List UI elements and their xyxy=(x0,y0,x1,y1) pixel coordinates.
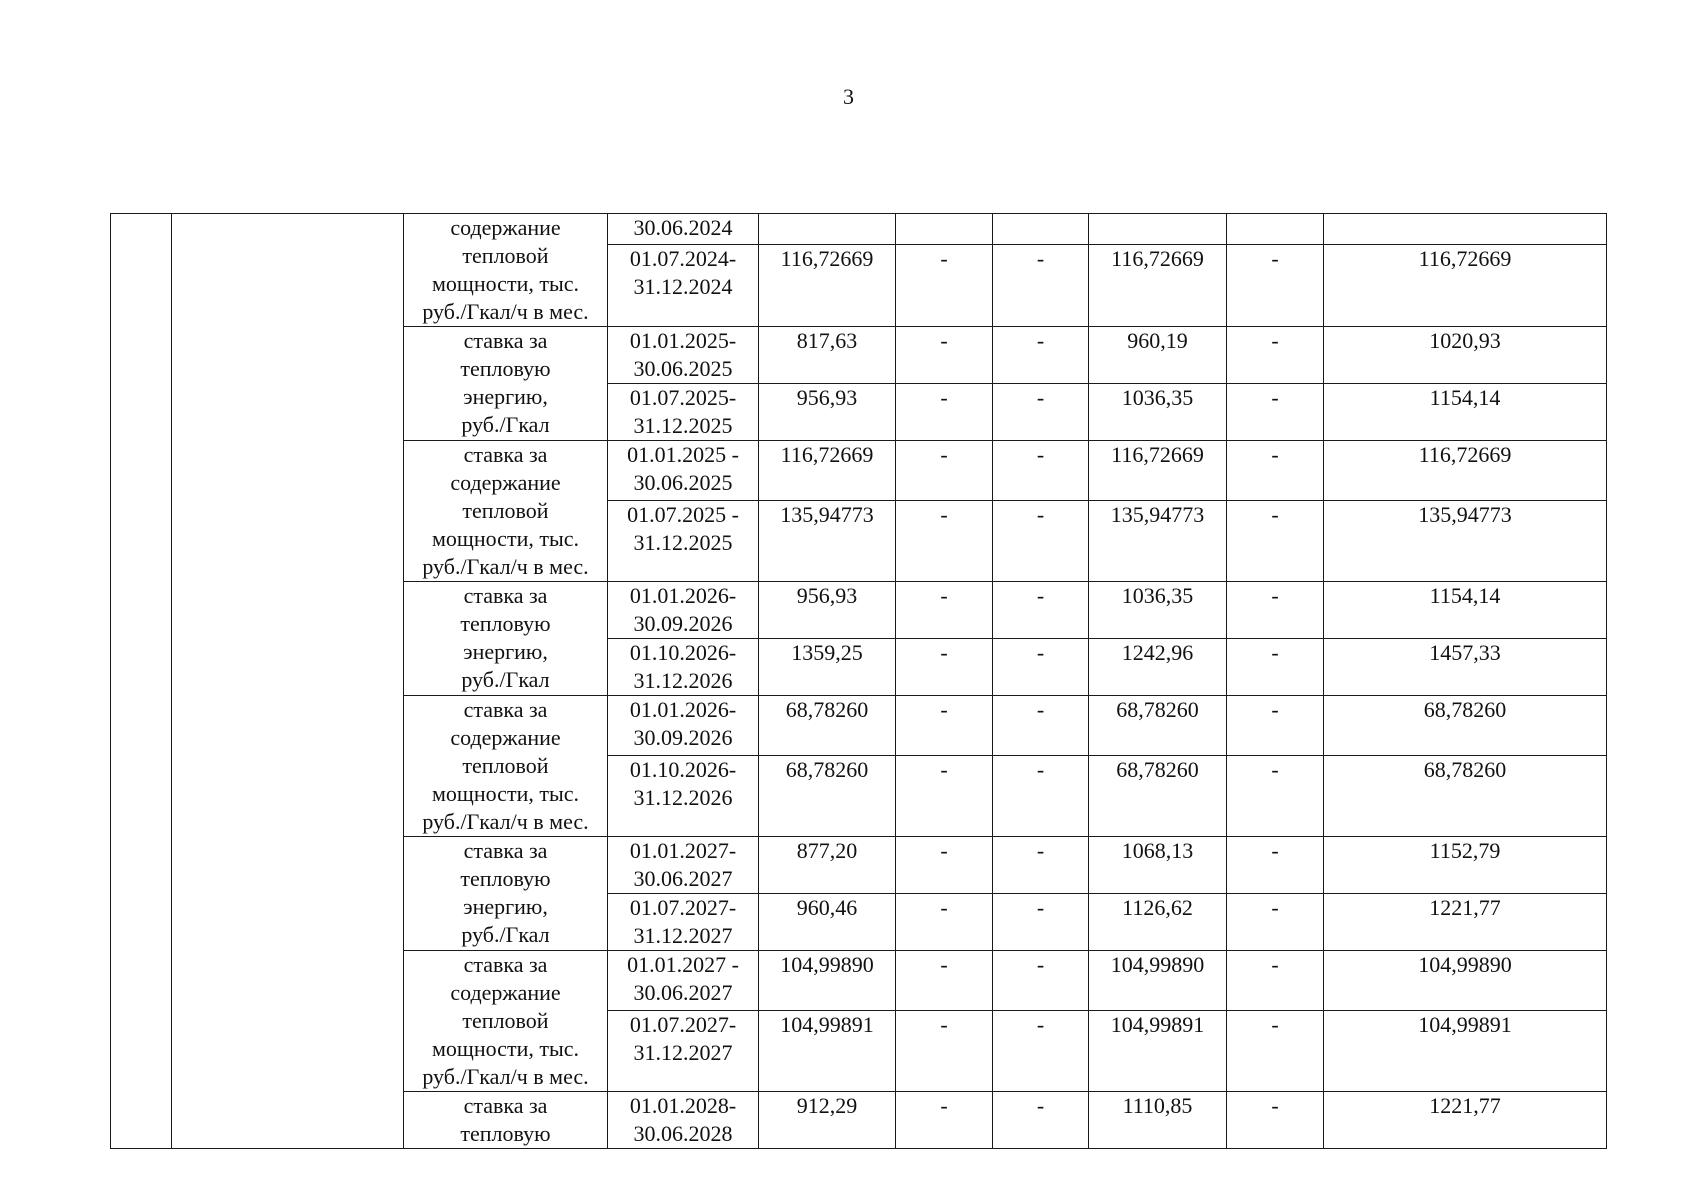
value-cell: - xyxy=(896,441,993,501)
value-cell: 1457,33 xyxy=(1324,639,1607,696)
value-cell: - xyxy=(993,639,1089,696)
value-cell: - xyxy=(993,244,1089,326)
value-cell: 116,72669 xyxy=(759,441,896,501)
value-cell: - xyxy=(896,639,993,696)
value-cell: - xyxy=(1227,500,1324,581)
value-cell: 68,78260 xyxy=(1324,696,1607,756)
value-cell: - xyxy=(1227,639,1324,696)
value-cell: 912,29 xyxy=(759,1092,896,1149)
value-cell: 104,99891 xyxy=(759,1010,896,1091)
value-cell: 104,99890 xyxy=(1324,951,1607,1011)
value-cell: 116,72669 xyxy=(1324,441,1607,501)
value-cell: 1020,93 xyxy=(1324,327,1607,384)
period-cell: 01.07.2025- 31.12.2025 xyxy=(608,384,759,441)
value-cell: 1152,79 xyxy=(1324,837,1607,894)
value-cell: 1221,77 xyxy=(1324,1092,1607,1149)
period-cell: 01.01.2028- 30.06.2028 xyxy=(608,1092,759,1149)
value-cell: 104,99890 xyxy=(759,951,896,1011)
parameter-cell: ставка за содержание тепловой мощности, тыс. руб./Гкал/ч в мес. xyxy=(404,441,608,582)
value-cell: - xyxy=(896,327,993,384)
value-cell: 104,99891 xyxy=(1089,1010,1227,1091)
parameter-cell: ставка за тепловую xyxy=(404,1092,608,1149)
value-cell: 817,63 xyxy=(759,327,896,384)
table-row xyxy=(111,214,1607,245)
value-cell: 877,20 xyxy=(759,837,896,894)
period-cell: 01.07.2027- 31.12.2027 xyxy=(608,894,759,951)
period-cell: 01.01.2025- 30.06.2025 xyxy=(608,327,759,384)
value-cell: - xyxy=(1227,441,1324,501)
value-cell xyxy=(1324,214,1607,245)
value-cell: 135,94773 xyxy=(1089,500,1227,581)
value-cell: 956,93 xyxy=(759,582,896,639)
value-cell: - xyxy=(1227,696,1324,756)
value-cell: - xyxy=(993,327,1089,384)
value-cell: 116,72669 xyxy=(1324,244,1607,326)
parameter-cell: ставка за тепловую энергию, руб./Гкал xyxy=(404,837,608,951)
value-cell: - xyxy=(896,244,993,326)
value-cell: - xyxy=(993,500,1089,581)
value-cell: - xyxy=(1227,951,1324,1011)
value-cell: - xyxy=(1227,327,1324,384)
value-cell: - xyxy=(1227,582,1324,639)
period-cell: 01.07.2025 - 31.12.2025 xyxy=(608,500,759,581)
value-cell: 116,72669 xyxy=(1089,244,1227,326)
period-cell: 30.06.2024 xyxy=(608,214,759,245)
value-cell: 960,46 xyxy=(759,894,896,951)
value-cell: 116,72669 xyxy=(1089,441,1227,501)
value-cell: 104,99891 xyxy=(1324,1010,1607,1091)
value-cell: - xyxy=(993,1010,1089,1091)
period-cell: 01.01.2026- 30.09.2026 xyxy=(608,696,759,756)
value-cell: - xyxy=(896,500,993,581)
value-cell: - xyxy=(1227,384,1324,441)
period-cell: 01.01.2025 - 30.06.2025 xyxy=(608,441,759,501)
value-cell: - xyxy=(993,696,1089,756)
period-cell: 01.01.2027- 30.06.2027 xyxy=(608,837,759,894)
value-cell: - xyxy=(896,1010,993,1091)
value-cell: - xyxy=(993,441,1089,501)
value-cell: - xyxy=(896,582,993,639)
period-cell: 01.01.2027 - 30.06.2027 xyxy=(608,951,759,1011)
period-cell: 01.07.2024- 31.12.2024 xyxy=(608,244,759,326)
value-cell xyxy=(759,214,896,245)
value-cell: - xyxy=(1227,1010,1324,1091)
value-cell: - xyxy=(993,951,1089,1011)
period-cell: 01.01.2026- 30.09.2026 xyxy=(608,582,759,639)
value-cell: 68,78260 xyxy=(759,696,896,756)
parameter-cell: ставка за тепловую энергию, руб./Гкал xyxy=(404,327,608,441)
value-cell: 1126,62 xyxy=(1089,894,1227,951)
value-cell xyxy=(1089,214,1227,245)
value-cell: - xyxy=(1227,1092,1324,1149)
value-cell: 68,78260 xyxy=(1089,755,1227,836)
value-cell: 135,94773 xyxy=(1324,500,1607,581)
value-cell: 960,19 xyxy=(1089,327,1227,384)
value-cell: 1242,96 xyxy=(1089,639,1227,696)
value-cell: - xyxy=(1227,244,1324,326)
value-cell: - xyxy=(1227,894,1324,951)
value-cell: - xyxy=(993,894,1089,951)
value-cell: - xyxy=(896,951,993,1011)
tariff-table xyxy=(110,213,1607,1149)
period-cell: 01.07.2027- 31.12.2027 xyxy=(608,1010,759,1091)
blank-col-2 xyxy=(172,214,404,1149)
value-cell: - xyxy=(993,582,1089,639)
value-cell: 104,99890 xyxy=(1089,951,1227,1011)
value-cell: - xyxy=(896,696,993,756)
blank-col-1 xyxy=(111,214,172,1149)
value-cell: 1154,14 xyxy=(1324,384,1607,441)
value-cell: 1221,77 xyxy=(1324,894,1607,951)
value-cell: - xyxy=(896,894,993,951)
value-cell: 68,78260 xyxy=(1324,755,1607,836)
value-cell xyxy=(993,214,1089,245)
value-cell: - xyxy=(993,837,1089,894)
period-cell: 01.10.2026- 31.12.2026 xyxy=(608,755,759,836)
value-cell: - xyxy=(896,755,993,836)
value-cell: 1359,25 xyxy=(759,639,896,696)
value-cell: 1036,35 xyxy=(1089,384,1227,441)
period-cell: 01.10.2026- 31.12.2026 xyxy=(608,639,759,696)
value-cell: 1110,85 xyxy=(1089,1092,1227,1149)
page-number: 3 xyxy=(843,84,854,109)
value-cell: - xyxy=(993,755,1089,836)
parameter-cell: ставка за содержание тепловой мощности, тыс. руб./Гкал/ч в мес. xyxy=(404,951,608,1092)
value-cell: 68,78260 xyxy=(759,755,896,836)
value-cell: 116,72669 xyxy=(759,244,896,326)
value-cell: - xyxy=(896,837,993,894)
value-cell: 1036,35 xyxy=(1089,582,1227,639)
value-cell: - xyxy=(993,384,1089,441)
value-cell: 956,93 xyxy=(759,384,896,441)
value-cell: 1154,14 xyxy=(1324,582,1607,639)
parameter-cell: ставка за содержание тепловой мощности, тыс. руб./Гкал/ч в мес. xyxy=(404,696,608,837)
value-cell xyxy=(896,214,993,245)
value-cell xyxy=(1227,214,1324,245)
value-cell: - xyxy=(896,384,993,441)
value-cell: - xyxy=(896,1092,993,1149)
parameter-cell: ставка за тепловую энергию, руб./Гкал xyxy=(404,582,608,696)
parameter-cell: содержание тепловой мощности, тыс. руб./Гкал/ч в мес. xyxy=(404,214,608,327)
value-cell: 68,78260 xyxy=(1089,696,1227,756)
value-cell: 135,94773 xyxy=(759,500,896,581)
value-cell: 1068,13 xyxy=(1089,837,1227,894)
value-cell: - xyxy=(1227,755,1324,836)
value-cell: - xyxy=(1227,837,1324,894)
value-cell: - xyxy=(993,1092,1089,1149)
